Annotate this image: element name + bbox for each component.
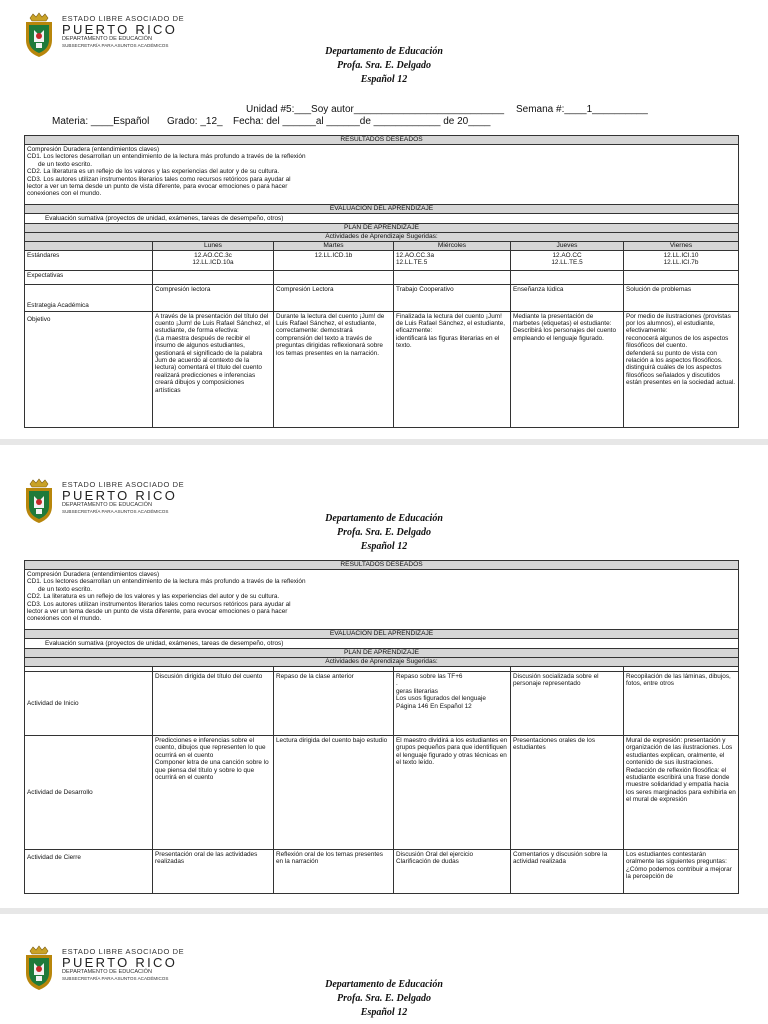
standards-cell: 12.AO.CC 12.LL.TE.5 — [511, 250, 624, 270]
logo-line-4: SUBSECRETARÍA PARA ASUNTOS ACADÉMICOS — [62, 508, 169, 514]
cd-line: CD2. La literatura es un reflejo de los valores y las experiencias del autor y de su cultura. — [27, 168, 280, 176]
results-header: RESULTADOS DESEADOS — [25, 136, 739, 145]
row-label-inicio: Actividad de Inicio — [25, 672, 153, 736]
understanding-title: Compresión Duradera (entendimientos claves) — [27, 146, 160, 153]
standards-cell: 12.LL.ICD.1b — [274, 250, 394, 270]
development-activity-cell: Mural de expresión: presentación y organización de las ilustraciones. Los estudiantes explican, oralmente, el contenido de sus ilustraciones. Redacción de reflexión filosófica: el estudiante escribirá una frase donde muestre solidaridad y empatía hacia los seres marginados para exhibirla en el mural de expresión — [624, 736, 739, 850]
activities-header: Actividades de Aprendizaje Sugeridas: — [25, 658, 739, 667]
standards-cell: 12.AO.CC.3a 12.LL.TE.5 — [394, 250, 511, 270]
cd-line: conexiones con el mundo. — [27, 190, 102, 198]
cd-line: CD2. La literatura es un reflejo de los valores y las experiencias del autor y de su cultura. — [27, 593, 280, 601]
expectations-cell — [153, 270, 274, 284]
day-header: Jueves — [511, 242, 624, 251]
objective-cell: Durante la lectura del cuento ¡Jum! de Luis Rafael Sánchez, el estudiante, correctamente: demostrará comprensión del texto a través de preguntas dirigidas reflexionará sobre los temas presentes en la narración. — [274, 311, 394, 427]
closing-activity-cell: Reflexión oral de los temas presentes en la narración — [274, 850, 394, 894]
logo-line-4: SUBSECRETARÍA PARA ASUNTOS ACADÉMICOS — [62, 975, 169, 981]
row-label-estandares: Estándares — [25, 250, 153, 270]
closing-activity-cell: Los estudiantes contestarán oralmente las siguientes preguntas: ¿Cómo podemos contribuir a mejorar la percepción de — [624, 850, 739, 894]
logo-line-2: PUERTO RICO — [62, 955, 178, 970]
development-activity-cell: Presentaciones orales de los estudiantes — [511, 736, 624, 850]
start-activity-cell: Repaso de la clase anterior — [274, 672, 394, 736]
semana-line: Semana #:____1__________ — [516, 104, 648, 115]
logo-line-1: ESTADO LIBRE ASOCIADO DE — [62, 14, 185, 23]
row-label-objetivo: Objetivo — [25, 311, 153, 427]
expectations-cell — [511, 270, 624, 284]
grado-line: Grado: _12_ — [167, 116, 223, 127]
evaluation-header: EVALUACION DEL APRENDIZAJE — [25, 630, 739, 639]
cd-line: lector a ver un tema desde un punto de vista diferente, para evocar emociones o para hacer — [27, 608, 288, 616]
closing-activity-cell: Comentarios y discusión sobre la actividad realizada — [511, 850, 624, 894]
expectations-cell — [394, 270, 511, 284]
strategy-cell: Solución de problemas — [624, 284, 739, 311]
logo-line-4: SUBSECRETARÍA PARA ASUNTOS ACADÉMICOS — [62, 42, 169, 48]
objective-cell: Por medio de ilustraciones (provistas por los alumnos), el estudiante, efectivamente: reconocerá algunos de los aspectos filosóficos del cuento. defenderá su punto de vista con relación a los aspectos filosóficos. distinguirá cuáles de los aspectos filosóficos señalados y discutidos están presentes en la sociedad actual. — [624, 311, 739, 427]
start-activity-cell: Repaso sobre las TF+6 . geras literarias Los usos figurados del lenguaje Página 146 En Español 12 — [394, 672, 511, 736]
lesson-plan-table-1 — [24, 135, 739, 428]
start-activity-cell: Discusión dirigida del título del cuento — [153, 672, 274, 736]
development-activity-cell: Predicciones e inferencias sobre el cuento, dibujos que representen lo que ocurrirá en el cuento Componer letra de una canción sobre lo que piensa del título y sobre lo que ocurrirá en el cuento — [153, 736, 274, 850]
row-label-desarrollo: Actividad de Desarrollo — [25, 736, 153, 850]
teacher-name: Profa. Sra. E. Delgado — [337, 60, 431, 71]
logo-line-1: ESTADO LIBRE ASOCIADO DE — [62, 947, 185, 956]
course-title: Español 12 — [360, 541, 408, 552]
page-separator — [0, 908, 768, 914]
cd-line: conexiones con el mundo. — [27, 615, 102, 623]
logo-line-2: PUERTO RICO — [62, 488, 178, 503]
course-title: Español 12 — [360, 74, 408, 85]
lesson-plan-table-2 — [24, 560, 739, 894]
dept-title: Departamento de Educación — [325, 513, 443, 524]
logo-line-3: DEPARTAMENTO DE EDUCACIÓN — [62, 502, 153, 508]
page-header — [0, 975, 768, 1020]
page-header — [0, 512, 768, 554]
cd-line: lector a ver un tema desde un punto de vista diferente, para evocar emociones o para hacer — [27, 183, 288, 191]
day-header: Lunes — [153, 242, 274, 251]
logo-line-3: DEPARTAMENTO DE EDUCACIÓN — [62, 969, 153, 975]
unidad-line: Unidad #5:___Soy autor___________________________ — [246, 104, 505, 115]
strategy-cell: Compresión lectora — [153, 284, 274, 311]
evaluation-text: Evaluación sumativa (proyectos de unidad, exámenes, tareas de desempeño, otros) — [25, 639, 739, 649]
strategy-cell: Compresión Lectora — [274, 284, 394, 311]
expectations-cell — [274, 270, 394, 284]
cd-line: CD3. Los autores utilizan instrumentos literarios tales como recursos retóricos para ayudar al — [27, 600, 291, 608]
cd-line: de un texto escrito. — [38, 160, 92, 168]
objective-cell: Mediante la presentación de marbetes (etiquetas) el estudiante: Describirá los personajes del cuento empleando el lenguaje figurado. — [511, 311, 624, 427]
start-activity-cell: Discusión socializada sobre el personaje representado — [511, 672, 624, 736]
evaluation-text: Evaluación sumativa (proyectos de unidad, exámenes, tareas de desempeño, otros) — [25, 214, 739, 224]
development-activity-cell: El maestro dividirá a los estudiantes en grupos pequeños para que identifiquen el lenguaje figurado y otras técnicas en el texto leído. — [394, 736, 511, 850]
plan-header: PLAN DE APRENDIZAJE — [25, 649, 739, 658]
plan-header: PLAN DE APRENDIZAJE — [25, 224, 739, 233]
strategy-cell: Enseñanza lúdica — [511, 284, 624, 311]
cd-line: CD1. Los lectores desarrollan un entendimiento de la lectura más profundo a través de la reflexión — [27, 153, 306, 161]
understanding-block — [25, 570, 739, 630]
understanding-title: Compresión Duradera (entendimientos claves) — [27, 571, 160, 578]
cd-line: CD1. Los lectores desarrollan un entendimiento de la lectura más profundo a través de la reflexión — [27, 578, 306, 586]
logo-line-3: DEPARTAMENTO DE EDUCACIÓN — [62, 36, 153, 42]
row-label-estrategia: Estrategia Académica — [25, 284, 153, 311]
understanding-block — [25, 145, 739, 205]
expectations-cell — [624, 270, 739, 284]
logo-line-2: PUERTO RICO — [62, 22, 178, 37]
materia-line: Materia: ____Español — [52, 116, 150, 127]
course-title: Español 12 — [360, 1007, 408, 1018]
page-header — [0, 42, 768, 87]
cd-line: de un texto escrito. — [38, 585, 92, 593]
start-activity-cell: Recopilación de las láminas, dibujos, fotos, entre otros — [624, 672, 739, 736]
standards-cell: 12.LL.ICI.10 12.LL.ICI.7b — [624, 250, 739, 270]
objective-cell: Finalizada la lectura del cuento ¡Jum! de Luis Rafael Sánchez, el estudiante, eficazmente: identificará las figuras literarias en el texto. — [394, 311, 511, 427]
fecha-line: Fecha: del ______al ______de ____________ de 20____ — [233, 116, 491, 127]
teacher-name: Profa. Sra. E. Delgado — [337, 527, 431, 538]
day-header: Miércoles — [394, 242, 511, 251]
dept-title: Departamento de Educación — [325, 46, 443, 57]
corner-cell — [25, 242, 153, 251]
closing-activity-cell: Presentación oral de las actividades realizadas — [153, 850, 274, 894]
activities-header: Actividades de Aprendizaje Sugeridas: — [25, 233, 739, 242]
row-label-expectativas: Expectativas — [25, 270, 153, 284]
dept-title: Departamento de Educación — [325, 979, 443, 990]
objective-cell: A través de la presentación del título del cuento ¡Jum! de Luis Rafael Sánchez, el estudiante, de forma efectiva: (La maestra después de recibir el insumo de algunos estudiantes, gestionará el significado de la palabra Jum de acuerdo al contexto de la lectura) comentará el título del cuento realizará predicciones e inferencias creará dibujos y composiciones artísticas — [153, 311, 274, 427]
teacher-name: Profa. Sra. E. Delgado — [337, 993, 431, 1004]
development-activity-cell: Lectura dirigida del cuento bajo estudio — [274, 736, 394, 850]
evaluation-header: EVALUACION DEL APRENDIZAJE — [25, 205, 739, 214]
day-header: Martes — [274, 242, 394, 251]
logo-line-1: ESTADO LIBRE ASOCIADO DE — [62, 480, 185, 489]
closing-activity-cell: Discusión Oral del ejercicio Clarificación de dudas — [394, 850, 511, 894]
page-separator — [0, 439, 768, 445]
results-header: RESULTADOS DESEADOS — [25, 561, 739, 570]
cd-line: CD3. Los autores utilizan instrumentos literarios tales como recursos retóricos para ayudar al — [27, 175, 291, 183]
row-label-cierre: Actividad de Cierre — [25, 850, 153, 894]
day-header: Viernes — [624, 242, 739, 251]
strategy-cell: Trabajo Cooperativo — [394, 284, 511, 311]
standards-cell: 12.AO.CC.3c 12.LL.ICD.10a — [153, 250, 274, 270]
